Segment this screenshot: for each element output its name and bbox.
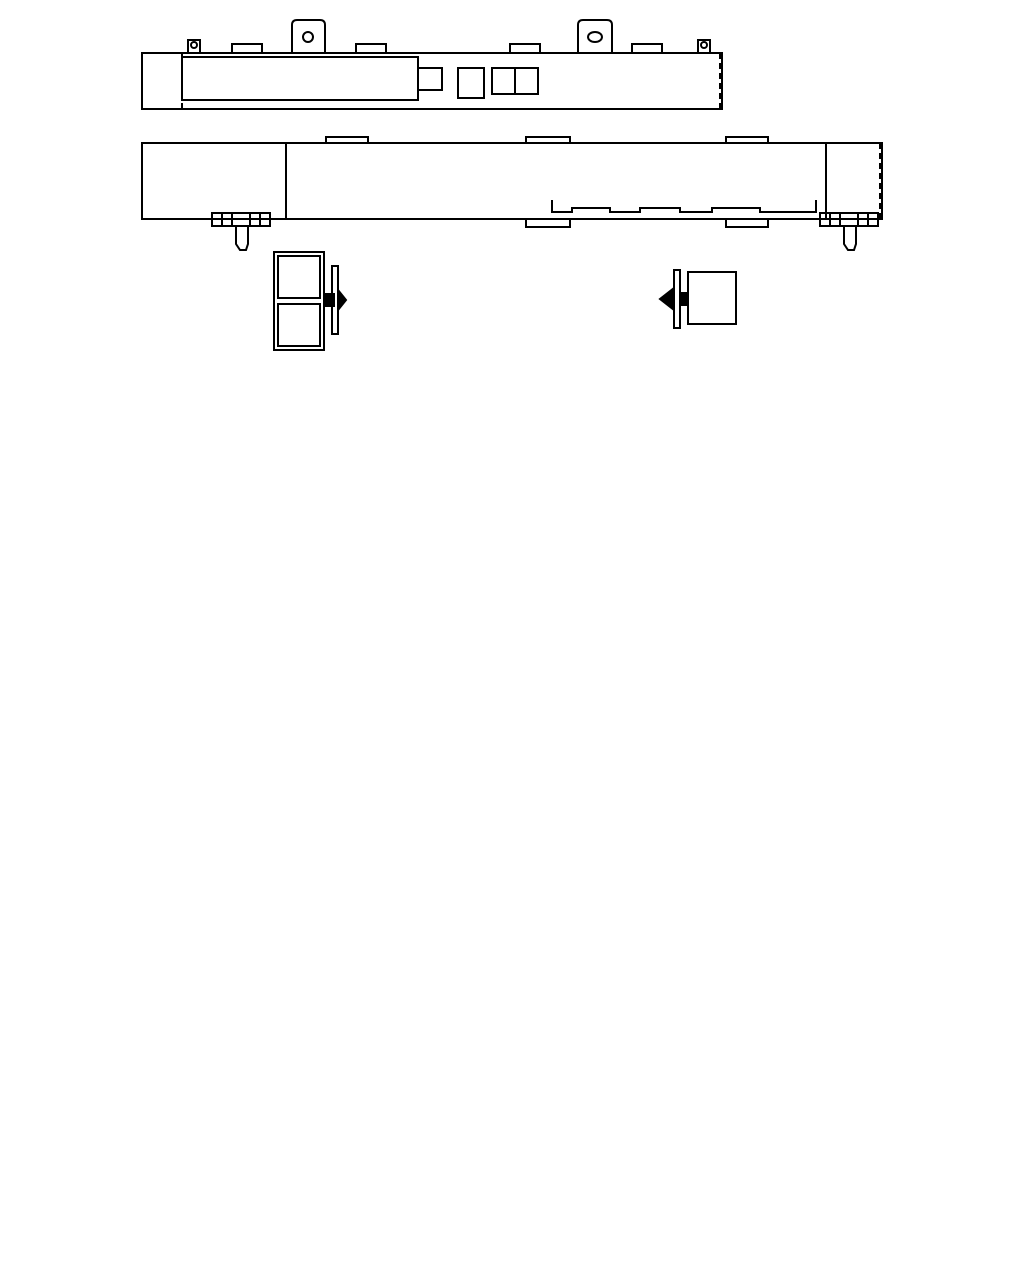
right-side-relay [660, 270, 736, 328]
upper-relay-block [142, 20, 722, 109]
left-side-relays [274, 252, 346, 350]
lower-relay-block [142, 137, 882, 250]
